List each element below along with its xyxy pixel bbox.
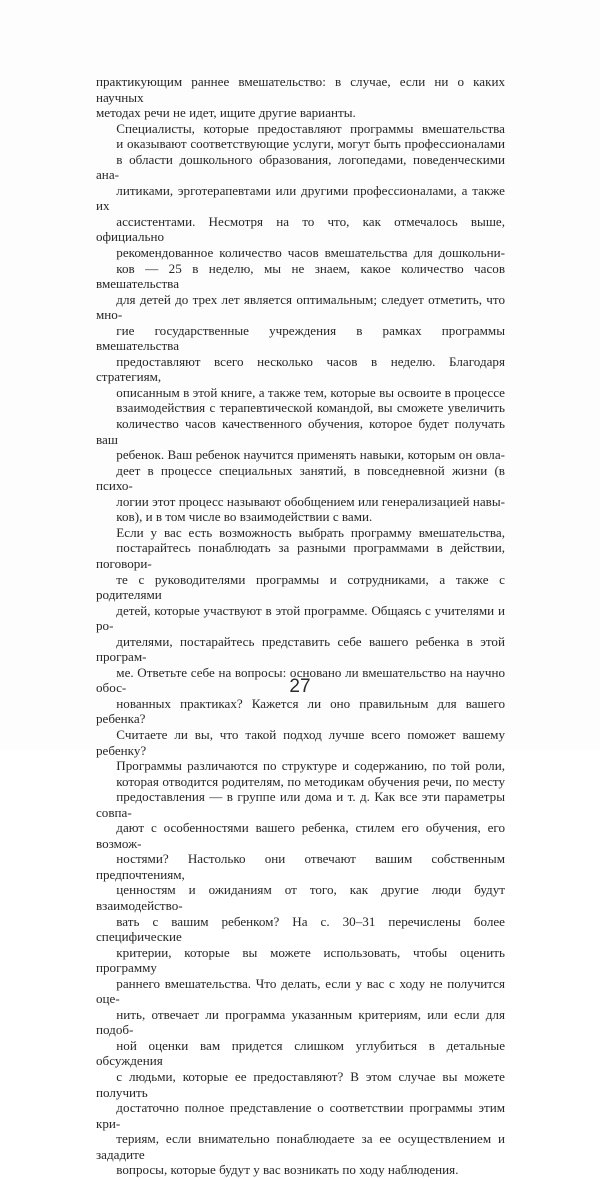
text-line: которая отводится родителям, по методикам обучения речи, по месту: [116, 773, 505, 789]
text-line: ков), и в том числе во взаимодействии с вами.: [116, 509, 373, 525]
text-line: ценностям и ожиданиям от того, как другие люди будут взаимодейство-: [96, 882, 505, 913]
text-line: гие государственные учреждения в рамках программы вмешательства: [96, 322, 505, 354]
text-line: детей, которые участвуют в этой программе. Общаясь с учителями и ро-: [96, 602, 505, 634]
text-line: постарайтесь понаблюдать за разными программами в действии, поговори-: [96, 540, 505, 571]
text-line: вать с вашим ребенком? На с. 30–31 перечислены более специфические: [96, 913, 505, 945]
text-line: количество часов качественного обучения, которое будет получать ваш: [96, 416, 505, 447]
text-line: нованных практиках? Кажется ли оно правильным для вашего ребенка?: [96, 695, 505, 727]
text-line: с людьми, которые ее предоставляют? В этом случае вы можете получить: [96, 1069, 505, 1100]
text-line: логии этот процесс называют обобщением или генерализацией навы-: [116, 493, 505, 509]
page-number: 27: [289, 676, 311, 697]
text-line: описанным в этой книге, а также тем, которые вы освоите в процессе: [116, 384, 505, 400]
paragraph-3: [96, 525, 505, 758]
text-line: териям, если внимательно понаблюдаете за ее осуществлением и зададите: [96, 1131, 505, 1162]
text-line: деет в процессе специальных занятий, в повседневной жизни (в психо-: [96, 462, 505, 494]
text-line: и оказывают соответствующие услуги, могут быть профессионалами: [116, 136, 505, 152]
text-line: дают с особенностями вашего ребенка, стилем его обучения, его возмож-: [96, 820, 505, 851]
text-line: для детей до трех лет является оптимальным; следует отметить, что мно-: [96, 291, 505, 323]
text-line: вопросы, которые будут у вас возникать по ходу наблюдения.: [116, 1162, 459, 1178]
text-line: критерии, которые вы можете использовать, чтобы оценить программу: [96, 944, 505, 976]
text-line: ассистентами. Несмотря на то что, как отмечалось выше, официально: [96, 213, 505, 245]
text-line: рекомендованное количество часов вмешательства для дошкольни-: [116, 245, 505, 261]
text-line: достаточно полное представление о соответствии программы этим кри-: [96, 1100, 505, 1131]
text-line: ребенок. Ваш ребенок научится применять навыки, которым он овла-: [116, 447, 505, 463]
text-line: ностями? Настолько они отвечают вашим собственным предпочтениям,: [96, 851, 505, 882]
text-line: ной оценки вам придется слишком углубиться в детальные обсуждения: [96, 1037, 505, 1069]
text-line: Считаете ли вы, что такой подход лучше всего поможет вашему ребенку?: [96, 726, 505, 758]
text-line: предоставляют всего несколько часов в неделю. Благодаря стратегиям,: [96, 353, 505, 385]
text-line: нить, отвечает ли программа указанным критериям, или если для подоб-: [96, 1006, 505, 1038]
paragraph-2: [96, 121, 505, 525]
text-line: в области дошкольного образования, логопедами, поведенческими ана-: [96, 151, 505, 183]
text-line: предоставления — в группе или дома и т. д. Как все эти параметры совпа-: [96, 789, 505, 820]
text-line: раннего вмешательства. Что делать, если у вас с ходу не получится оце-: [96, 975, 505, 1007]
text-line: дителями, постарайтесь представить себе вашего ребенка в этой програм-: [96, 633, 505, 665]
text-line: ме. Ответьте себе на вопросы: основано ли вмешательство на научно обос-: [96, 664, 505, 696]
text-line: взаимодействия с терапевтической командой, вы сможете увеличить: [116, 400, 505, 416]
text-line: методах речи не идет, ищите другие варианты.: [96, 105, 356, 121]
text-line: те с руководителями программы и сотрудниками, а также с родителями: [96, 571, 505, 603]
text-line: Специалисты, которые предоставляют программы вмешательства: [116, 120, 505, 136]
text-line: Программы различаются по структуре и содержанию, по той роли,: [116, 758, 505, 774]
paragraph-4: [96, 758, 505, 1178]
text-line: литиками, эрготерапевтами или другими профессионалами, а также их: [96, 182, 505, 214]
text-line: Если у вас есть возможность выбрать программу вмешательства,: [116, 524, 505, 540]
text-line: практикующим раннее вмешательство: в случае, если ни о каких научных: [96, 74, 505, 105]
text-line: ков — 25 в неделю, мы не знаем, какое количество часов вмешательства: [96, 260, 505, 292]
paragraph-1: [96, 74, 505, 121]
body-text: [96, 74, 505, 1178]
